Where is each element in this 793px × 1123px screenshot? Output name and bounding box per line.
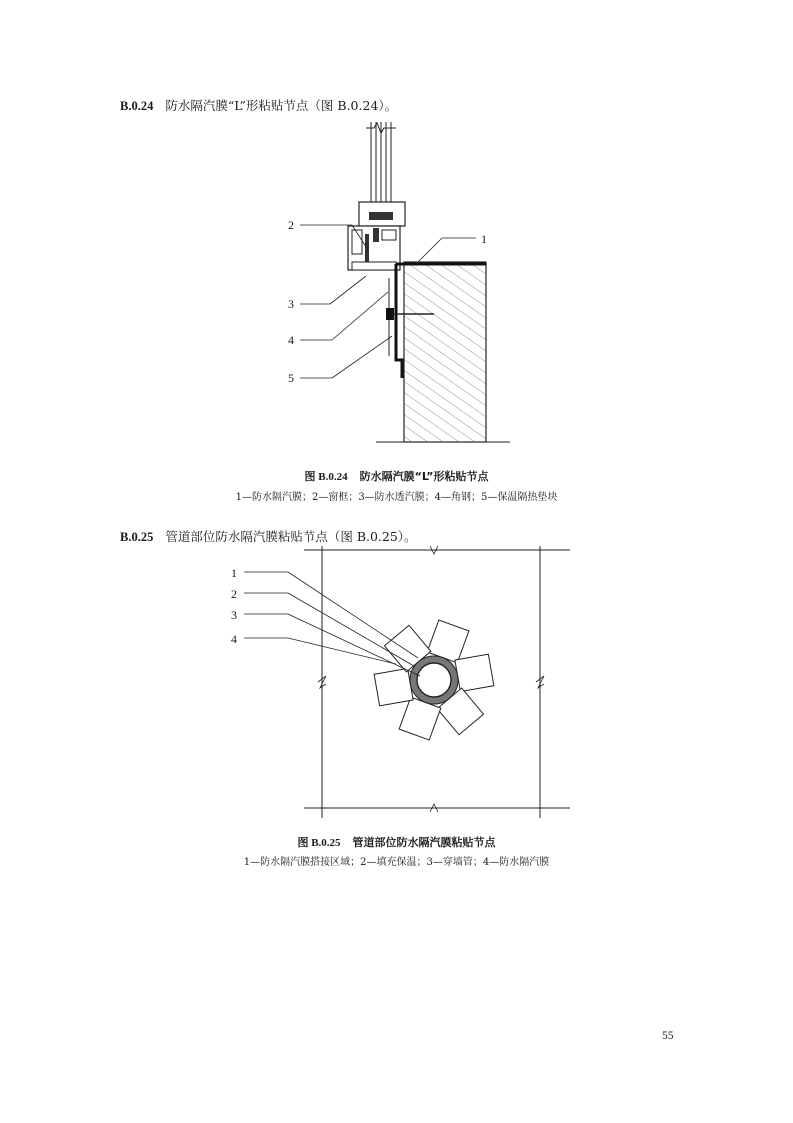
callout-4: 4 bbox=[288, 333, 294, 347]
figure-title: 管道部位防水隔汽膜粘贴节点 bbox=[352, 836, 496, 849]
callout-4: 4 bbox=[231, 632, 237, 646]
callout-3: 3 bbox=[231, 608, 237, 622]
figure-number: 图 B.0.25 bbox=[297, 837, 341, 849]
clause-number: B.0.24 bbox=[120, 99, 154, 113]
clause-text: 管道部位防水隔汽膜粘贴节点（图 B.0.25）。 bbox=[165, 529, 417, 544]
clause-text: 防水隔汽膜“L”形粘贴节点（图 B.0.24）。 bbox=[165, 98, 398, 113]
callout-5: 5 bbox=[288, 371, 294, 385]
callout-1: 1 bbox=[231, 566, 237, 580]
callout-2: 2 bbox=[231, 587, 237, 601]
callout-3: 3 bbox=[288, 297, 294, 311]
figure-number: 图 B.0.24 bbox=[304, 471, 348, 483]
clause-number: B.0.25 bbox=[120, 530, 154, 544]
figure-caption bbox=[0, 834, 793, 850]
figure-legend: 1—防水隔汽膜；2—窗框；3—防水透汽膜；4—角钢；5—保温隔热垫块 bbox=[235, 492, 558, 503]
callout-2: 2 bbox=[288, 218, 294, 232]
callout-1: 1 bbox=[481, 232, 487, 246]
figure-title: 防水隔汽膜“L”形粘贴节点 bbox=[359, 470, 489, 483]
page-number: 55 bbox=[662, 1030, 674, 1042]
figure-legend: 1—防水隔汽膜搭接区域；2—填充保温；3—穿墙管；4—防水隔汽膜 bbox=[243, 857, 550, 868]
